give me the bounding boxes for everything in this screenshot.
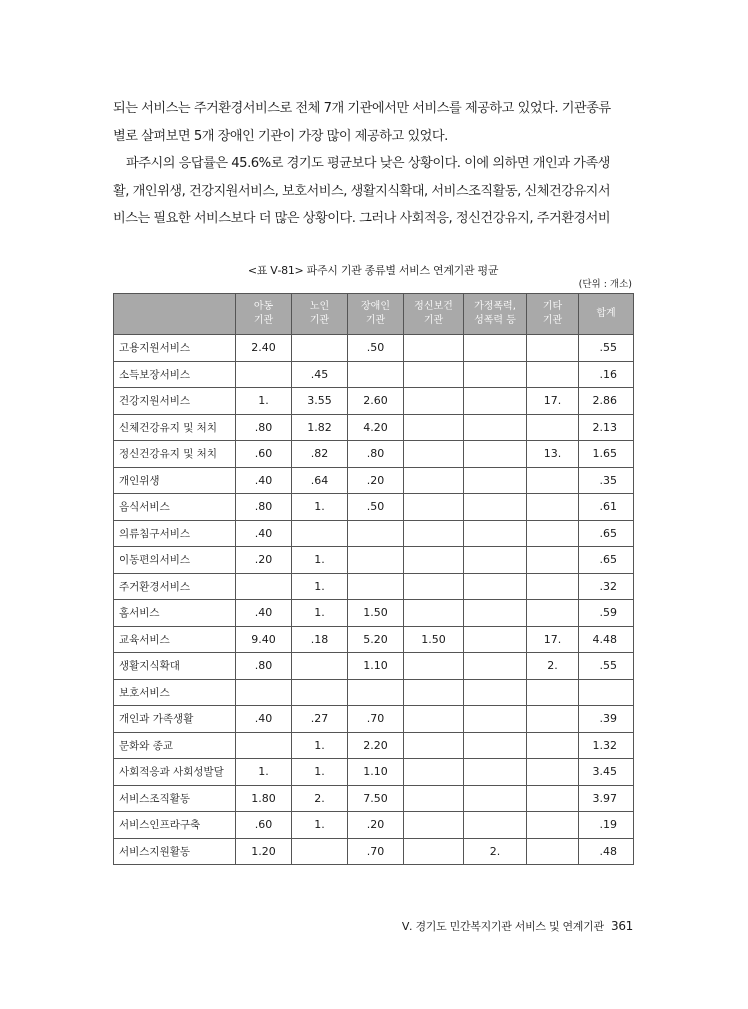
- row-label: 개인과 가족생활: [114, 706, 236, 733]
- table-cell: .70: [348, 706, 404, 733]
- column-header: [464, 294, 527, 335]
- chapter-title: Ⅴ. 경기도 민간복지기관 서비스 및 연계기관: [401, 920, 604, 933]
- table-cell: [464, 626, 527, 653]
- paragraph-line: 되는 서비스는 주거환경서비스로 전체 7개 기관에서만 서비스를 제공하고 있었다. 기관종류: [113, 101, 611, 116]
- table-cell: .80: [348, 441, 404, 468]
- table-row: [114, 679, 634, 706]
- row-label: 소득보장서비스: [114, 361, 236, 388]
- table-row: [114, 838, 634, 865]
- table-cell: [292, 838, 348, 865]
- total-cell: 1.65: [579, 441, 634, 468]
- total-cell: .39: [579, 706, 634, 733]
- table-cell: [348, 679, 404, 706]
- table-row: [114, 759, 634, 786]
- table-cell: 2.60: [348, 388, 404, 415]
- column-header: [348, 294, 404, 335]
- header-line-1: 장애인: [361, 301, 390, 312]
- row-label: 교육서비스: [114, 626, 236, 653]
- table-cell: [236, 679, 292, 706]
- column-header: [404, 294, 464, 335]
- table-cell: [404, 441, 464, 468]
- total-cell: 3.45: [579, 759, 634, 786]
- page-number: 361: [610, 919, 633, 933]
- table-cell: [404, 812, 464, 839]
- table-cell: 5.20: [348, 626, 404, 653]
- table-cell: [404, 388, 464, 415]
- table-cell: [464, 414, 527, 441]
- table-cell: .20: [236, 547, 292, 574]
- table-cell: .18: [292, 626, 348, 653]
- table-cell: 1.50: [348, 600, 404, 627]
- total-cell: .55: [579, 653, 634, 680]
- table-cell: [404, 335, 464, 362]
- table-cell: [527, 732, 579, 759]
- total-cell: .61: [579, 494, 634, 521]
- table-cell: [527, 335, 579, 362]
- table-cell: 1.82: [292, 414, 348, 441]
- table-caption: <표 Ⅴ-81> 파주시 기관 종류별 서비스 연계기관 평균: [247, 264, 499, 277]
- header-line-1: 노인: [309, 301, 330, 312]
- table-row: [114, 653, 634, 680]
- total-cell: .59: [579, 600, 634, 627]
- table-row: [114, 547, 634, 574]
- table-cell: .20: [348, 812, 404, 839]
- table-row: [114, 520, 634, 547]
- table-cell: .40: [236, 600, 292, 627]
- total-cell: 3.97: [579, 785, 634, 812]
- table-cell: 1.: [292, 759, 348, 786]
- table-cell: 1.20: [236, 838, 292, 865]
- table-cell: [464, 653, 527, 680]
- table-cell: [464, 361, 527, 388]
- total-cell: .65: [579, 547, 634, 574]
- header-row: [114, 294, 634, 335]
- page-footer: [402, 918, 633, 934]
- column-header: [292, 294, 348, 335]
- table-cell: .64: [292, 467, 348, 494]
- table-cell: [527, 679, 579, 706]
- table-cell: [464, 335, 527, 362]
- table-cell: [404, 600, 464, 627]
- row-label: 건강지원서비스: [114, 388, 236, 415]
- row-label: 음식서비스: [114, 494, 236, 521]
- table-cell: .80: [236, 414, 292, 441]
- table-cell: [464, 812, 527, 839]
- row-label: 홈서비스: [114, 600, 236, 627]
- table-cell: [464, 467, 527, 494]
- table-cell: [404, 785, 464, 812]
- table-row: [114, 600, 634, 627]
- table-row: [114, 626, 634, 653]
- table-cell: [464, 388, 527, 415]
- table-cell: 1.10: [348, 759, 404, 786]
- table-cell: [404, 361, 464, 388]
- header-line-2: 기관: [365, 315, 386, 326]
- table-cell: 1.80: [236, 785, 292, 812]
- table-cell: [527, 494, 579, 521]
- table-cell: [527, 759, 579, 786]
- table-cell: 1.: [292, 600, 348, 627]
- row-label: 개인위생: [114, 467, 236, 494]
- table-row: [114, 785, 634, 812]
- table-cell: 7.50: [348, 785, 404, 812]
- table-cell: [527, 520, 579, 547]
- table-cell: .80: [236, 494, 292, 521]
- row-label: 신체건강유지 및 처치: [114, 414, 236, 441]
- header-line-2: 기관: [253, 315, 274, 326]
- table-cell: [527, 706, 579, 733]
- table-cell: 17.: [527, 388, 579, 415]
- row-label: 보호서비스: [114, 679, 236, 706]
- row-label: 정신건강유지 및 처치: [114, 441, 236, 468]
- header-line-2: 기관: [309, 315, 330, 326]
- table-cell: 4.20: [348, 414, 404, 441]
- row-label: 주거환경서비스: [114, 573, 236, 600]
- table-cell: .82: [292, 441, 348, 468]
- header-line-1: 아동: [253, 301, 274, 312]
- table-cell: .40: [236, 467, 292, 494]
- total-cell: [579, 679, 634, 706]
- table-cell: .60: [236, 812, 292, 839]
- total-cell: .19: [579, 812, 634, 839]
- table-cell: [292, 653, 348, 680]
- table-cell: 1.: [292, 812, 348, 839]
- row-label: 서비스인프라구축: [114, 812, 236, 839]
- table-row: [114, 335, 634, 362]
- table-cell: [527, 414, 579, 441]
- total-cell: 2.86: [579, 388, 634, 415]
- row-label: 서비스지원활동: [114, 838, 236, 865]
- total-cell: .35: [579, 467, 634, 494]
- table-cell: 13.: [527, 441, 579, 468]
- table-cell: [527, 785, 579, 812]
- table-cell: [404, 706, 464, 733]
- total-cell: 1.32: [579, 732, 634, 759]
- table-cell: [464, 679, 527, 706]
- table-cell: [404, 732, 464, 759]
- table-cell: [404, 494, 464, 521]
- table-cell: 1.: [292, 732, 348, 759]
- paragraph-2: [113, 150, 635, 233]
- row-label: 서비스조직활동: [114, 785, 236, 812]
- table-cell: [464, 547, 527, 574]
- table-cell: [404, 838, 464, 865]
- table-cell: .60: [236, 441, 292, 468]
- table-cell: [348, 361, 404, 388]
- table-cell: [404, 520, 464, 547]
- table-cell: .40: [236, 706, 292, 733]
- paragraph-1: [113, 95, 635, 150]
- table-row: [114, 441, 634, 468]
- table-row: [114, 467, 634, 494]
- table-cell: 2.: [464, 838, 527, 865]
- table-cell: .27: [292, 706, 348, 733]
- row-label: 문화와 종교: [114, 732, 236, 759]
- table-cell: 1.50: [404, 626, 464, 653]
- table-cell: 1.: [292, 494, 348, 521]
- table-cell: [464, 573, 527, 600]
- total-cell: .55: [579, 335, 634, 362]
- table-cell: 2.20: [348, 732, 404, 759]
- row-label: 생활지식확대: [114, 653, 236, 680]
- table-cell: [527, 467, 579, 494]
- column-header: [114, 294, 236, 335]
- table-row: [114, 388, 634, 415]
- paragraph-line: 활, 개인위생, 건강지원서비스, 보호서비스, 생활지식확대, 서비스조직활동, 신체건강유지서: [113, 183, 611, 199]
- table-cell: [292, 520, 348, 547]
- table-cell: [236, 573, 292, 600]
- column-header: [579, 294, 634, 335]
- table-cell: [404, 679, 464, 706]
- table-cell: [292, 679, 348, 706]
- table-cell: [292, 335, 348, 362]
- header-line-2: 기관: [423, 315, 444, 326]
- table-row: [114, 361, 634, 388]
- table-cell: [527, 573, 579, 600]
- table-cell: 1.10: [348, 653, 404, 680]
- header-line-2: 기관: [542, 315, 563, 326]
- table-cell: [464, 732, 527, 759]
- table-row: [114, 706, 634, 733]
- table-row: [114, 812, 634, 839]
- table-cell: [464, 494, 527, 521]
- service-link-table: [113, 293, 634, 865]
- table-cell: [348, 520, 404, 547]
- row-label: 의류침구서비스: [114, 520, 236, 547]
- table-cell: [404, 414, 464, 441]
- table-cell: [527, 361, 579, 388]
- table-cell: [527, 812, 579, 839]
- table-cell: [404, 759, 464, 786]
- table-row: [114, 494, 634, 521]
- table-cell: 2.: [527, 653, 579, 680]
- header-line-1: 정신보건: [414, 301, 453, 312]
- paragraph-line: 비스는 필요한 서비스보다 더 많은 상황이다. 그러나 사회적응, 정신건강유지, 주거환경서비: [113, 211, 611, 226]
- total-cell: 2.13: [579, 414, 634, 441]
- row-label: 고용지원서비스: [114, 335, 236, 362]
- table-row: [114, 732, 634, 759]
- row-label: 사회적응과 사회성발달: [114, 759, 236, 786]
- table-cell: [464, 706, 527, 733]
- table-cell: .50: [348, 335, 404, 362]
- table-cell: [464, 759, 527, 786]
- table-cell: .20: [348, 467, 404, 494]
- table-cell: 1.: [292, 547, 348, 574]
- column-header: [527, 294, 579, 335]
- table-cell: [464, 600, 527, 627]
- table-cell: [527, 600, 579, 627]
- paragraph-line: 파주시의 응답률은 45.6%로 경기도 평균보다 낮은 상황이다. 이에 의하면 개인과 가족생: [126, 156, 610, 171]
- table-cell: .70: [348, 838, 404, 865]
- table-row: [114, 573, 634, 600]
- table-cell: [404, 547, 464, 574]
- table-cell: [236, 361, 292, 388]
- table-cell: 1.: [236, 388, 292, 415]
- table-cell: [404, 573, 464, 600]
- header-line-1: 합계: [596, 308, 616, 319]
- total-cell: .32: [579, 573, 634, 600]
- table-header: [114, 294, 634, 335]
- table-cell: [527, 838, 579, 865]
- table-body: [114, 335, 634, 865]
- table-unit: (단위 : 개소): [578, 279, 632, 290]
- table-cell: 1.: [292, 573, 348, 600]
- table-cell: [348, 547, 404, 574]
- total-cell: .16: [579, 361, 634, 388]
- table-cell: [236, 732, 292, 759]
- table-cell: [464, 785, 527, 812]
- table-cell: 2.: [292, 785, 348, 812]
- header-line-2: 성폭력 등: [474, 315, 516, 326]
- table-cell: 1.: [236, 759, 292, 786]
- table-cell: .40: [236, 520, 292, 547]
- paragraph-line: 별로 살펴보면 5개 장애인 기관이 가장 많이 제공하고 있었다.: [113, 128, 448, 144]
- header-line-1: 기타: [542, 301, 563, 312]
- total-cell: .48: [579, 838, 634, 865]
- table-cell: 3.55: [292, 388, 348, 415]
- table-cell: [404, 467, 464, 494]
- table-cell: .45: [292, 361, 348, 388]
- table-cell: .80: [236, 653, 292, 680]
- row-label: 이동편의서비스: [114, 547, 236, 574]
- table-cell: 17.: [527, 626, 579, 653]
- column-header: [236, 294, 292, 335]
- total-cell: .65: [579, 520, 634, 547]
- table-cell: 2.40: [236, 335, 292, 362]
- table-cell: [464, 520, 527, 547]
- table-cell: [348, 573, 404, 600]
- table-cell: [527, 547, 579, 574]
- table-row: [114, 414, 634, 441]
- table-cell: [404, 653, 464, 680]
- header-line-1: 가정폭력,: [474, 301, 516, 312]
- total-cell: 4.48: [579, 626, 634, 653]
- table-cell: .50: [348, 494, 404, 521]
- table-cell: 9.40: [236, 626, 292, 653]
- table-cell: [464, 441, 527, 468]
